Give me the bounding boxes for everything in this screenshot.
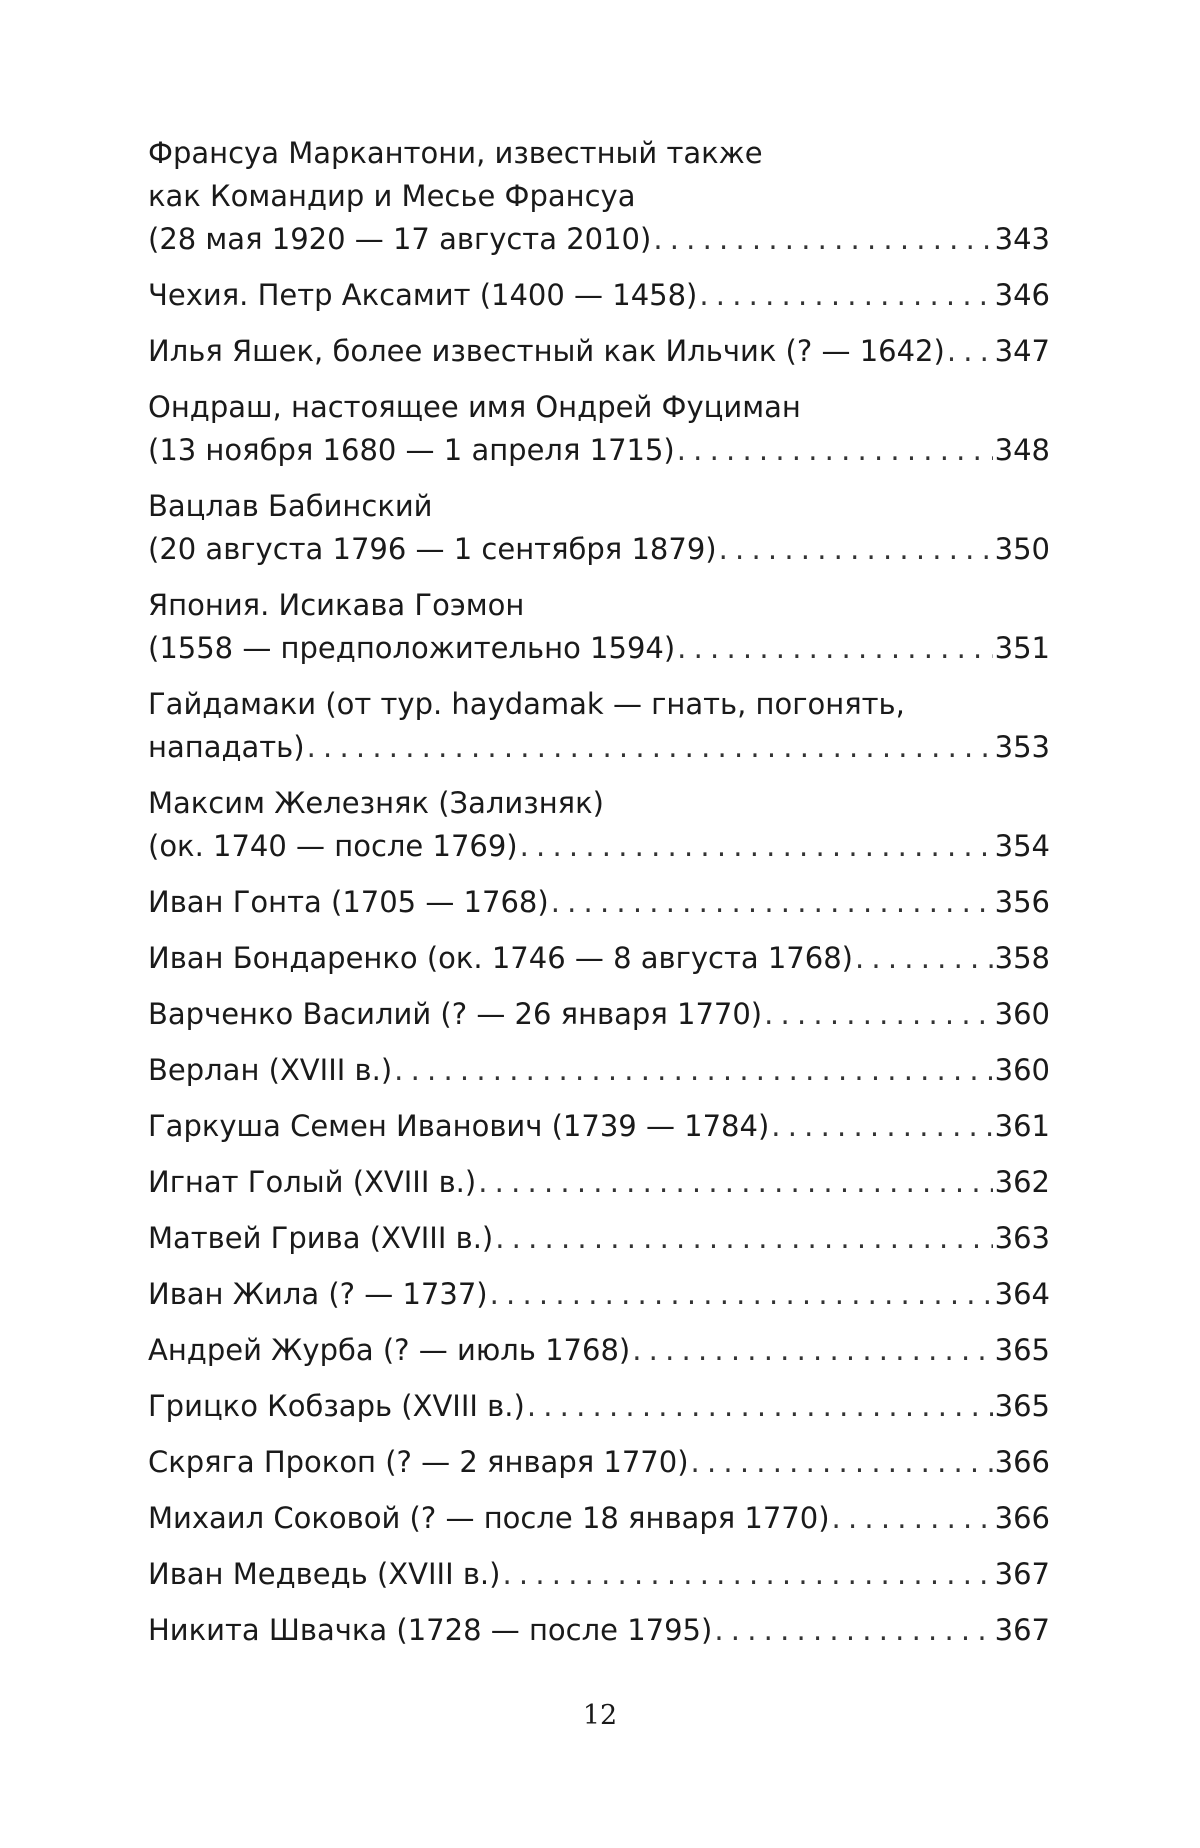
dot-leader [495,1217,992,1260]
dot-leader [677,429,993,472]
dot-leader [527,1385,993,1428]
toc-entry-page: 364 [994,1277,1050,1311]
toc-entry [148,993,1050,1036]
toc-entry [148,1105,1050,1148]
toc-entry [148,1553,1050,1596]
dot-leader [691,1441,993,1484]
dot-leader [502,1553,992,1596]
toc-entry-title: Гаркуша Семен Иванович (1739 — 1784) [148,1109,770,1143]
toc-entry-lastline [148,528,1050,571]
toc-entry-title: Матвей Грива (XVIII в.) [148,1221,494,1255]
toc-entry-title: Верлан (XVIII в.) [148,1053,393,1087]
toc-entry-lastline [148,825,1050,868]
dot-leader [307,726,993,769]
toc-entry [148,1049,1050,1092]
toc-entry-page: 361 [994,1109,1050,1143]
toc-entry [148,683,1050,769]
toc-entry-line: Япония. Исикава Гоэмон [148,588,525,622]
toc-entry-line: как Командир и Месье Франсуа [148,179,636,213]
toc-entry-lastline [148,1497,1050,1540]
toc-entry-title: Иван Медведь (XVIII в.) [148,1557,501,1591]
dot-leader [771,1105,992,1148]
toc-entry [148,937,1050,980]
toc-entry-lastline [148,627,1050,670]
toc-entry-page: 366 [994,1501,1050,1535]
toc-entry-page: 367 [994,1613,1050,1647]
toc-entry-page: 346 [994,278,1050,312]
toc-entry-page: 366 [994,1445,1050,1479]
dot-leader [490,1273,993,1316]
toc-entry-page: 351 [994,631,1050,665]
toc-entry-title: Илья Яшек, более известный как Ильчик (? — 1642) [148,334,945,368]
dot-leader [947,330,993,373]
toc-entry-title: Андрей Журба (? — июль 1768) [148,1333,631,1367]
dot-leader [478,1161,992,1204]
toc-entry-title: Игнат Голый (XVIII в.) [148,1165,477,1199]
toc-entry-lastline [148,1609,1050,1652]
toc-entry-lastline [148,429,1050,472]
dot-leader [520,825,993,868]
toc-entry [148,330,1050,373]
dot-leader [855,937,993,980]
toc-entry-title: нападать) [148,730,305,764]
toc-entry [148,1441,1050,1484]
toc-entry-lastline [148,1441,1050,1484]
dot-leader [714,1609,992,1652]
toc-entry-line: Ондраш, настоящее имя Ондрей Фуциман [148,390,801,424]
toc-entry [148,584,1050,670]
toc-entry-lastline [148,1385,1050,1428]
toc-entry-lastline [148,1329,1050,1372]
toc-entry-title: Никита Швачка (1728 — после 1795) [148,1613,713,1647]
dot-leader [632,1329,992,1372]
toc-entry-lastline [148,330,1050,373]
toc-entry [148,1273,1050,1316]
toc-entry-page: 367 [994,1557,1050,1591]
toc-entry-page: 343 [994,222,1050,256]
toc-entry-page: 350 [994,532,1050,566]
toc-entry-page: 348 [994,433,1050,467]
toc-entry-lastline [148,274,1050,317]
dot-leader [699,274,992,317]
toc-entry [148,132,1050,261]
toc-entry [148,881,1050,924]
dot-leader [677,627,992,670]
toc-entry-title: Скряга Прокоп (? — 2 января 1770) [148,1445,689,1479]
toc-entry-lastline [148,1273,1050,1316]
toc-entry-title: (13 ноября 1680 — 1 апреля 1715) [148,433,675,467]
toc-entry-title: Михаил Соковой (? — после 18 января 1770) [148,1501,830,1535]
toc-entry-page: 347 [994,334,1050,368]
toc-entry [148,386,1050,472]
toc-entry-lastline [148,726,1050,769]
toc-entry-page: 360 [994,1053,1050,1087]
dot-leader [832,1497,993,1540]
toc-entry-lastline [148,937,1050,980]
toc-entry-lastline [148,881,1050,924]
dot-leader [719,528,993,571]
toc-entry [148,1497,1050,1540]
toc-entry-title: (20 августа 1796 — 1 сентября 1879) [148,532,717,566]
toc-entry [148,782,1050,868]
toc-entry-lastline [148,218,1050,261]
dot-leader [551,881,993,924]
toc-entry-lastline [148,1049,1050,1092]
toc-entry [148,274,1050,317]
toc-entry-title: (1558 — предположительно 1594) [148,631,676,665]
toc-entry-title: Иван Бондаренко (ок. 1746 — 8 августа 1768) [148,941,853,975]
toc-entry [148,1217,1050,1260]
dot-leader [764,993,993,1036]
toc-entry-title: Иван Гонта (1705 — 1768) [148,885,549,919]
toc-entry-lastline [148,1105,1050,1148]
toc-entry [148,1329,1050,1372]
table-of-contents [148,132,1050,1665]
toc-entry-line: Вацлав Бабинский [148,489,433,523]
toc-entry-title: Варченко Василий (? — 26 января 1770) [148,997,763,1031]
dot-leader [394,1049,992,1092]
toc-entry-title: Чехия. Петр Аксамит (1400 — 1458) [148,278,698,312]
toc-entry [148,1609,1050,1652]
toc-entry-lastline [148,993,1050,1036]
toc-entry-title: (28 мая 1920 — 17 августа 2010) [148,222,652,256]
toc-entry-line: Франсуа Маркантони, известный также [148,136,763,170]
toc-entry-lastline [148,1217,1050,1260]
toc-entry-page: 358 [994,941,1050,975]
toc-entry-page: 354 [994,829,1050,863]
page-number: 12 [582,1700,618,1731]
toc-entry-page: 362 [994,1165,1050,1199]
toc-entry-lastline [148,1161,1050,1204]
toc-entry-title: Грицко Кобзарь (XVIII в.) [148,1389,525,1423]
toc-entry-page: 356 [994,885,1050,919]
toc-entry-page: 365 [994,1333,1050,1367]
toc-entry-lastline [148,1553,1050,1596]
toc-entry-page: 360 [994,997,1050,1031]
toc-entry [148,1385,1050,1428]
toc-entry [148,1161,1050,1204]
toc-entry-page: 363 [994,1221,1050,1255]
dot-leader [653,218,992,261]
toc-entry-title: (ок. 1740 — после 1769) [148,829,518,863]
toc-entry-line: Максим Железняк (Зализняк) [148,786,604,820]
toc-entry-title: Иван Жила (? — 1737) [148,1277,488,1311]
toc-entry-line: Гайдамаки (от тур. haydamak — гнать, погонять, [148,687,905,721]
toc-entry-page: 365 [994,1389,1050,1423]
toc-entry [148,485,1050,571]
toc-entry-page: 353 [994,730,1050,764]
